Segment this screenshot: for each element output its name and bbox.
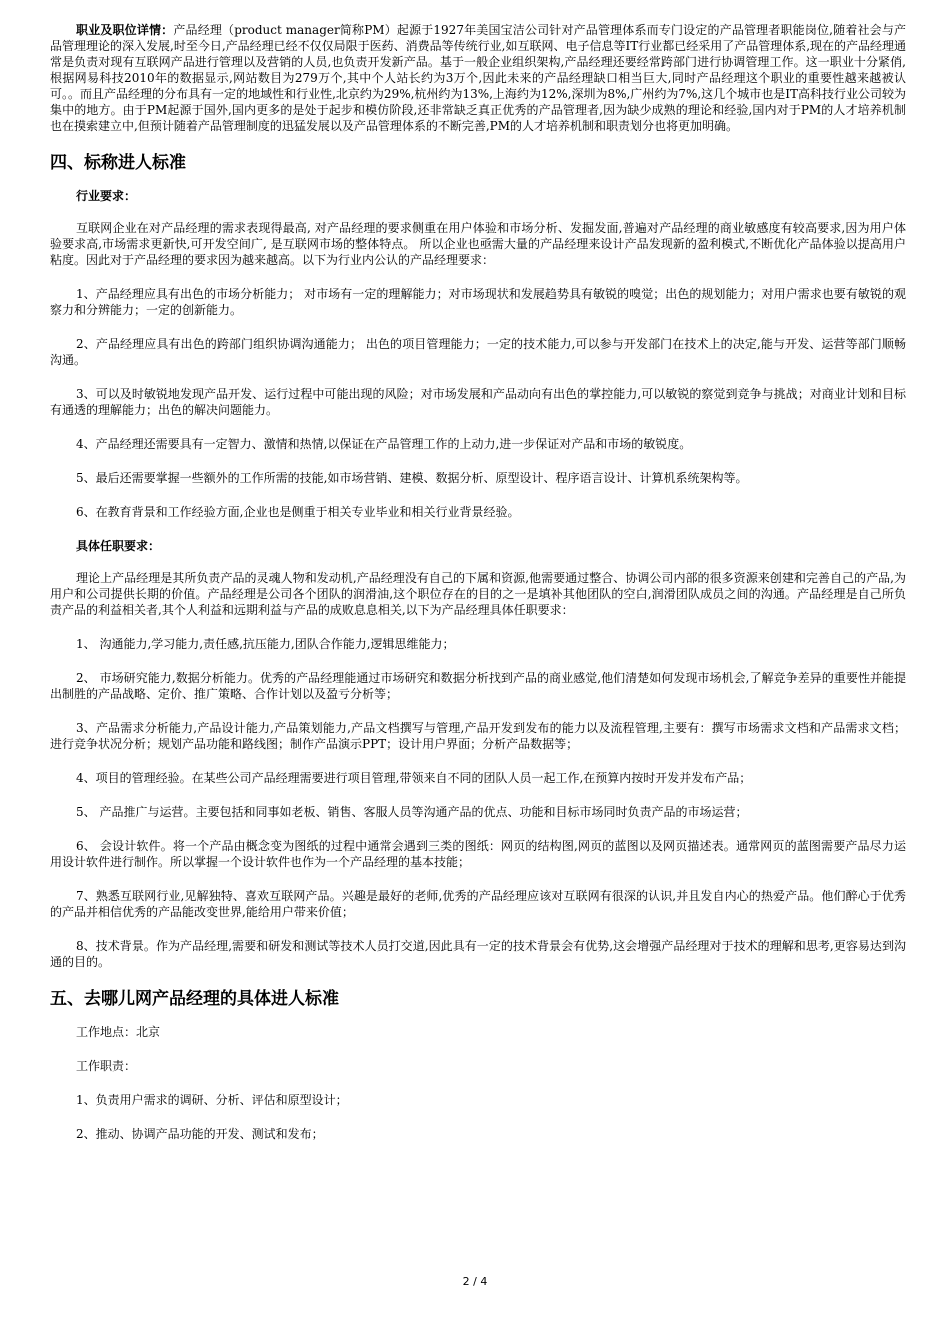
industry-item: 2、产品经理应具有出色的跨部门组织协调沟通能力； 出色的项目管理能力；一定的技术能力,可以参与开发部门在技术上的决定,能与开发、运营等部门顺畅沟通。 (50, 337, 906, 367)
industry-intro-paragraph: 互联网企业在对产品经理的需求表现得最高, 对产品经理的要求侧重在用户体验和市场分析、发掘发面,普遍对产品经理的商业敏感度有较高要求,因为用户体验要求高,市场需求更新快,可开发空间广, 是互联网市场的整体特点。 所以企业也亟需大量的产品经理来设计产品发现新的盈利模式,不断优化产品体验以提高用户粘度。因此对于产品经理的要求因为越来越高。以下为行业内公认的产品经理要求： (50, 221, 906, 267)
industry-item: 1、产品经理应具有出色的市场分析能力； 对市场有一定的理解能力；对市场现状和发展趋势具有敏锐的嗅觉；出色的规划能力；对用户需求也要有敏锐的观察力和分辨能力；一定的创新能力。 (50, 287, 906, 317)
specific-item: 8、技术背景。作为产品经理,需要和研发和测试等技术人员打交道,因此具有一定的技术背景会有优势,这会增强产品经理对于技术的理解和思考,更容易达到沟通的目的。 (50, 939, 906, 969)
industry-item: 3、可以及时敏锐地发现产品开发、运行过程中可能出现的风险；对市场发展和产品动向有出色的掌控能力,可以敏锐的察觉到竞争与挑战；对商业计划和目标有通透的理解能力；出色的解决问题能力。 (50, 387, 906, 417)
work-location: 工作地点：北京 (76, 1025, 161, 1039)
industry-requirements-label: 行业要求： (76, 189, 137, 203)
specific-intro-paragraph: 理论上产品经理是其所负责产品的灵魂人物和发动机,产品经理没有自己的下属和资源,他需要通过整合、协调公司内部的很多资源来创建和完善自己的产品,为用户和公司提供长期的价值。产品经理是公司各个团队的润滑油,这个职位存在的目的之一是填补其他团队的空白,润滑团队成员之间的沟通。产品经理是自己所负责产品的利益相关者,其个人利益和远期利益与产品的成败息息相关,以下为产品经理具体任职要求： (50, 571, 906, 617)
specific-item: 6、 会设计软件。将一个产品由概念变为图纸的过程中通常会遇到三类的图纸：网页的结构图,网页的蓝图以及网页描述表。通常网页的蓝图需要产品尽力运用设计软件进行制作。所以掌握一个设计软件也作为一个产品经理的基本技能； (50, 839, 906, 869)
section-5-heading: 五、去哪儿网产品经理的具体进人标准 (50, 989, 339, 1009)
duty-item: 1、负责用户需求的调研、分析、评估和原型设计； (76, 1093, 348, 1107)
industry-item: 6、在教育背景和工作经验方面,企业也是侧重于相关专业毕业和相关行业背景经验。 (76, 505, 520, 519)
intro-text: 产品经理（product manager简称PM）起源于1927年美国宝洁公司针对产品管理体系而专门设定的产品管理者职能岗位,随着社会与产品管理理论的深入发展,时至今日,产品经理已经不仅仅局限于医药、消费品等传统行业,如互联网、电子信息等IT行业都已经采用了产品管理体系,现在的产品经理通常是负责对现有互联网产品进行管理以及营销的人员,也负责开发新产品。基于一般企业组织架构,产品经理还要经常跨部门进行协调管理工作。这一职业十分紧俏,根据网易科技2010年的数据显示,网站数目为279万个,其中个人站长约为3万个,因此未来的产品经理缺口相当巨大,同时产品经理这个职业的重要性越来越被认可。。而且产品经理的分布具有一定的地域性和行业性,北京约为29%,杭州约为13%,上海约为12%,深圳为8%,广州约为7%,这几个城市也是IT高科技行业公司较为集中的地方。由于PM起源于国外,国内更多的是处于起步和模仿阶段,还非常缺乏真正优秀的产品管理者,因为缺少成熟的理论和经验,国内对于PM的人才培养机制也在摸索建立中,但预计随着产品管理制度的迅猛发展以及产品管理体系的不断完善,PM的人才培养机制和职责划分也将更加明确。 (50, 23, 907, 133)
intro-paragraph (50, 22, 906, 134)
industry-item: 4、产品经理还需要具有一定智力、激情和热情,以保证在产品管理工作的上动力,进一步保证对产品和市场的敏锐度。 (76, 437, 692, 451)
work-duties-label: 工作职责： (76, 1059, 137, 1073)
specific-item: 2、 市场研究能力,数据分析能力。优秀的产品经理能通过市场研究和数据分析找到产品的商业感觉,他们清楚如何发现市场机会,了解竞争差异的重要性并能提出制胜的产品战略、定价、推广策略、合作计划以及盈亏分析等； (50, 671, 906, 701)
specific-item: 7、熟悉互联网行业,见解独特、喜欢互联网产品。兴趣是最好的老师,优秀的产品经理应该对互联网有很深的认识,并且发自内心的热爱产品。他们醉心于优秀的产品并相信优秀的产品能改变世界,能给用户带来价值； (50, 889, 906, 919)
duty-item: 2、推动、协调产品功能的开发、测试和发布； (76, 1127, 324, 1141)
specific-item: 3、产品需求分析能力,产品设计能力,产品策划能力,产品文档撰写与管理,产品开发到发布的能力以及流程管理,主要有：撰写市场需求文档和产品需求文档；进行竞争状况分析；规划产品功能和路线图；制作产品演示PPT；设计用户界面；分析产品数据等； (50, 721, 906, 751)
page-number: 2 / 4 (462, 1275, 488, 1288)
section-4-heading: 四、标称进人标准 (50, 153, 186, 173)
specific-item: 5、 产品推广与运营。主要包括和同事如老板、销售、客服人员等沟通产品的优点、功能和目标市场同时负责产品的市场运营； (76, 805, 748, 819)
specific-item: 4、项目的管理经验。在某些公司产品经理需要进行项目管理,带领来自不同的团队人员一起工作,在预算内按时开发并发布产品； (76, 771, 752, 785)
specific-requirements-label: 具体任职要求： (76, 539, 161, 553)
intro-label: 职业及职位详情： (76, 23, 174, 37)
specific-item: 1、 沟通能力,学习能力,责任感,抗压能力,团队合作能力,逻辑思维能力； (76, 637, 455, 651)
industry-item: 5、最后还需要掌握一些额外的工作所需的技能,如市场营销、建模、数据分析、原型设计、程序语言设计、计算机系统架构等。 (76, 471, 748, 485)
